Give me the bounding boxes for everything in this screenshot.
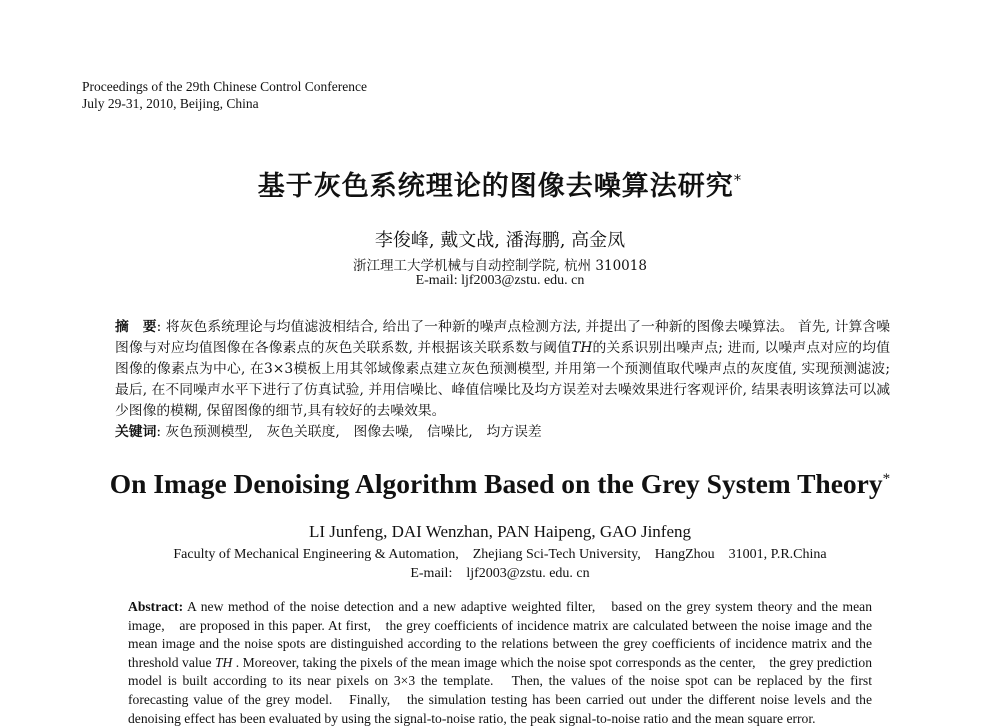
english-abstract xyxy=(128,598,872,728)
chinese-keywords-label: 关键词 xyxy=(115,424,157,440)
english-affiliation: Faculty of Mechanical Engineering & Automation, Zhejiang Sci-Tech University, HangZhou 31001, P.R.China xyxy=(173,547,827,562)
chinese-title-text: 基于灰色系统理论的图像去噪算法研究 xyxy=(257,171,734,202)
english-authors: LI Junfeng, DAI Wenzhan, PAN Haipeng, GAO Jinfeng xyxy=(308,522,691,541)
chinese-abstract-label: 摘 要 xyxy=(115,319,157,335)
english-abstract-th: TH xyxy=(214,654,233,670)
english-title-footnote-mark: * xyxy=(882,470,891,487)
chinese-affiliation: 浙江理工大学机械与自动控制学院, 杭州 310018 xyxy=(353,258,647,274)
chinese-title xyxy=(0,164,1000,203)
english-title xyxy=(0,468,1000,500)
proceedings-header xyxy=(82,78,367,112)
english-email: E-mail: ljf2003@zstu. edu. cn xyxy=(410,566,590,581)
chinese-abstract-text-2: 的关系识别出噪声点; 进而, 以噪声点对应的均值图像的像素点为中心, 在3×3模板上用其邻域像素点建立灰色预测模型, 并用第一个预测值取代噪声点的灰度值, 实现预测滤波; 最后, 在不同噪声水平下进行了仿真试验, 并用信噪比、峰值信噪比及均方误差对去噪效果进行客观评价, 结果表明该算法可以减少图像的模糊, 保留图像的细节,具有较好的去噪效果。 xyxy=(115,340,890,419)
chinese-email: E-mail: ljf2003@zstu. edu. cn xyxy=(415,273,585,288)
chinese-authors: 李俊峰, 戴文战, 潘海鹏, 高金凤 xyxy=(374,230,626,251)
chinese-keywords xyxy=(115,422,890,442)
english-abstract-text-2: . Moreover, taking the pixels of the mean image which the noise spot corresponds as the center, the grey prediction model is built according to its near pixels on 3×3 the template. Then, the values of the noise spot can be replaced by the first forecasting value of the grey model. Finally, the simulation testing has been carried out under the different noise levels and the denoising effect has been evaluated by using the signal-to-noise ratio, the peak signal-to-noise ratio and the mean square error. xyxy=(128,654,872,726)
chinese-title-footnote-mark: * xyxy=(733,171,743,189)
chinese-abstract-th: TH xyxy=(571,340,593,356)
english-title-text: On Image Denoising Algorithm Based on the Grey System Theory xyxy=(109,468,883,499)
conference-date-location: July 29-31, 2010, Beijing, China xyxy=(82,96,259,111)
conference-name: Proceedings of the 29th Chinese Control Conference xyxy=(82,79,367,94)
chinese-abstract-text-1: : 将灰色系统理论与均值滤波相结合, 给出了一种新的噪声点检测方法, 并提出了一种新的图像去噪算法。 首先, 计算含噪图像与对应均值图像在各像素点的灰色关联系数, 并根据该关联系数与阈值 xyxy=(115,319,891,356)
chinese-keywords-text: : 灰色预测模型, 灰色关联度, 图像去噪, 信噪比, 均方误差 xyxy=(156,424,542,440)
chinese-abstract xyxy=(115,317,890,422)
english-abstract-label: Abstract: xyxy=(128,599,184,614)
english-abstract-text-1: A new method of the noise detection and a new adaptive weighted filter, based on the grey system theory and the mean image, are proposed in this paper. At first, the grey coefficients of incidence matrix are calculated between the noise image and the mean image and the noise spots are distinguished according to the relations between the grey coefficients of incidence matrix and the threshold value xyxy=(128,599,872,670)
